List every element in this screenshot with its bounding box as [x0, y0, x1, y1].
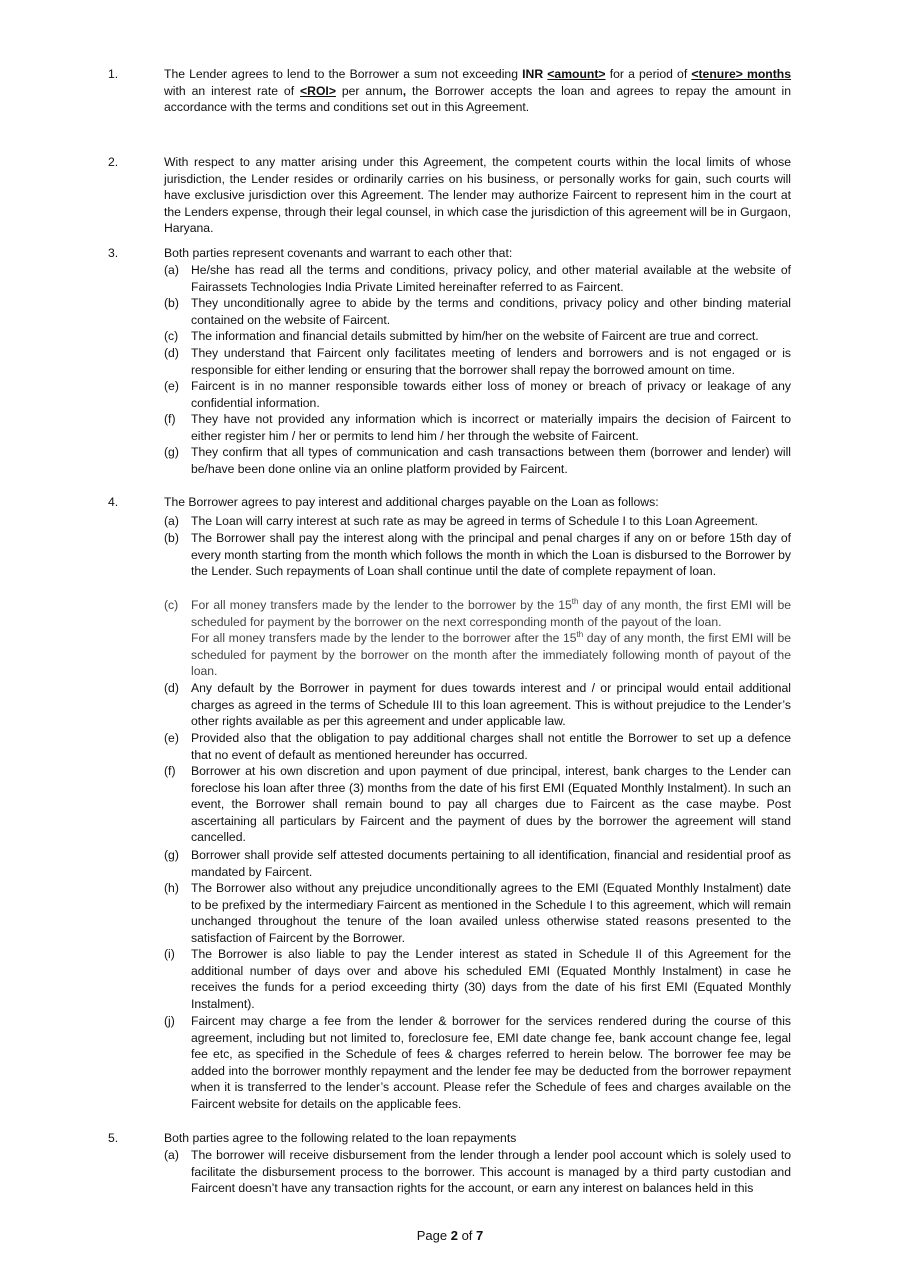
item-text: They confirm that all types of communication and cash transactions between them (borrower and lender) will be/have been done online via an online platform provided by Faircent.	[191, 445, 791, 476]
item-label: (h)	[164, 881, 179, 895]
item-text: He/she has read all the terms and conditions, privacy policy, and other material available at the website of Fairassets Technologies India Private Limited hereinafter referred to as Faircent.	[191, 263, 791, 294]
item-label: (i)	[164, 947, 175, 961]
clause-number: 3.	[108, 246, 119, 260]
page-label: Page	[416, 1228, 451, 1243]
item-label: (g)	[164, 848, 179, 862]
item-text: Provided also that the obligation to pay additional charges shall not entitle the Borrower to set up a defence that no event of default as mentioned hereunder has occurred.	[191, 731, 791, 762]
page-label: of	[457, 1228, 477, 1243]
text-run: For all money transfers made by the lender to the borrower after the 15	[191, 631, 577, 645]
clause-intro: Both parties represent covenants and warrant to each other that:	[164, 246, 513, 260]
item-label: (j)	[164, 1014, 175, 1028]
item-text: They understand that Faircent only facilitates meeting of lenders and borrowers and is not engaged or is responsible for either lending or ensuring that the borrower shall repay the borrowed amount on time.	[191, 346, 791, 377]
item-text: Any default by the Borrower in payment for dues towards interest and / or principal would entail additional charges as agreed in the terms of Schedule III to this loan agreement. This is without prejudice to the Lender’s other rights available as per this agreement and under applicable law.	[191, 681, 791, 729]
page-number-total: 7	[476, 1228, 484, 1243]
page-footer	[0, 1228, 900, 1243]
superscript: th	[571, 596, 579, 606]
roi-placeholder: <ROI>	[300, 83, 336, 98]
item-text: They unconditionally agree to abide by the terms and conditions, privacy policy and other binding material contained on the website of Faircent.	[191, 296, 791, 327]
clause-text: With respect to any matter arising under this Agreement, the competent courts within the local limits of whose jurisdiction, the Lender resides or ordinarily carries on his business, or personally works for gain, such courts will have exclusive jurisdiction over this Agreement. The lender may authorize Faircent to represent him in the court at the Lenders expense, through their legal counsel, in which case the jurisdiction of this agreement will be in Gurgaon, Haryana.	[164, 155, 791, 236]
item-label: (a)	[164, 263, 179, 277]
currency-label: INR	[522, 67, 548, 81]
text-run: day of any month, the first EMI will be scheduled for payment by the borrower on the next corresponding month of the payout of the loan.	[191, 598, 792, 629]
item-label: (e)	[164, 731, 179, 745]
clause-text	[164, 66, 791, 116]
text-run: the Borrower accepts the loan and agrees to repay the amount in accordance with the terms and conditions set out in this Agreement.	[164, 83, 791, 115]
clause-number: 4.	[108, 495, 119, 509]
item-text: The Loan will carry interest at such rate as may be agreed in terms of Schedule I to this Loan Agreement.	[191, 514, 759, 528]
clause-intro: The Borrower agrees to pay interest and additional charges payable on the Loan as follows:	[164, 495, 659, 509]
item-label: (b)	[164, 296, 179, 310]
item-text: Faircent is in no manner responsible towards either loss of money or breach of privacy or leakage of any confidential information.	[191, 379, 791, 410]
item-text: The information and financial details submitted by him/her on the website of Faircent are true and correct.	[191, 329, 759, 343]
item-label: (c)	[164, 329, 179, 343]
text-run: for a period of	[605, 67, 692, 81]
item-text	[191, 630, 791, 680]
item-text: Borrower at his own discretion and upon payment of due principal, interest, bank charges to the Lender can foreclose his loan after three (3) months from the date of his first EMI (Equated Monthly Instalment). In such an event, the Borrower shall remain bound to pay all charges due to Faircent as the case maybe. Post ascertaining all particulars by Faircent and the payment of dues by the borrower the agreement will stand cancelled.	[191, 764, 791, 845]
text-run: day of any month, the first EMI will be scheduled for payment by the borrower on the month after the immediately following month of payout of the loan.	[191, 631, 791, 679]
item-label: (c)	[164, 598, 179, 612]
text-run: For all money transfers made by the lender to the borrower by the 15	[191, 598, 572, 612]
clause-number: 1.	[108, 67, 119, 81]
item-label: (d)	[164, 346, 179, 360]
item-label: (f)	[164, 764, 176, 778]
item-label: (e)	[164, 379, 179, 393]
item-label: (f)	[164, 412, 176, 426]
item-text: The Borrower shall pay the interest along with the principal and penal charges if any on or before 15th day of every month starting from the month which follows the month in which the Loan is disbursed to the Borrower by the Lender. Such repayments of Loan shall continue until the date of complete repayment of loan.	[191, 531, 791, 579]
item-label: (a)	[164, 514, 179, 528]
text-run: per annum	[335, 83, 403, 98]
clause-number: 5.	[108, 1131, 119, 1145]
item-label: (d)	[164, 681, 179, 695]
item-text: They have not provided any information which is incorrect or materially impairs the decision of Faircent to either register him / her or permits to lend him / her through the website of Faircent.	[191, 412, 791, 443]
item-text: Borrower shall provide self attested documents pertaining to all identification, financial and residential proof as mandated by Faircent.	[191, 848, 791, 879]
clause-number: 2.	[108, 155, 119, 169]
page-number-current: 2	[450, 1228, 458, 1243]
amount-placeholder: <amount>	[547, 67, 606, 81]
item-label: (b)	[164, 531, 179, 545]
text-run: with an interest rate of	[164, 83, 301, 98]
item-text	[191, 597, 791, 630]
text-run: The Lender agrees to lend to the Borrower a sum not exceeding	[164, 67, 523, 81]
item-text: The Borrower is also liable to pay the Lender interest as stated in Schedule II of this Agreement for the additional number of days over and above his scheduled EMI (Equated Monthly Instalment) in case he receives the funds for a period exceeding thirty (30) days from the date of his first EMI (Equated Monthly Instalment).	[191, 947, 791, 1011]
item-text: The Borrower also without any prejudice unconditionally agrees to the EMI (Equated Monthly Instalment) date to be prefixed by the intermediary Faircent as mentioned in the Schedule I to this agreement, which will remain unchanged throughout the tenure of the loan availed unless otherwise stated reasons presented to the satisfaction of Faircent by the Borrower.	[191, 881, 791, 945]
clause-intro: Both parties agree to the following related to the loan repayments	[164, 1131, 517, 1145]
item-label: (a)	[164, 1148, 179, 1162]
text-run: ,	[402, 83, 407, 98]
tenure-placeholder: <tenure> months	[691, 67, 792, 81]
item-label: (g)	[164, 445, 179, 459]
item-text: The borrower will receive disbursement from the lender through a lender pool account which is solely used to facilitate the disbursement process to the borrower. This account is managed by a third party custodian and Faircent doesn’t have any transaction rights for the account, or earn any interest on balances held in this	[191, 1148, 791, 1196]
item-text: Faircent may charge a fee from the lender & borrower for the services rendered during the course of this agreement, including but not limited to, foreclosure fee, EMI date change fee, bank account change fee, legal fee etc, as specified in the Schedule of fees & charges referred to herein below. The borrower fee may be added into the borrower monthly repayment and the lender fee may be deducted from the borrower repayment when it is transferred to the lender’s account. Please refer the Schedule of fees and charges available on the Faircent website for details on the applicable fees.	[191, 1014, 791, 1111]
superscript: th	[576, 629, 584, 639]
